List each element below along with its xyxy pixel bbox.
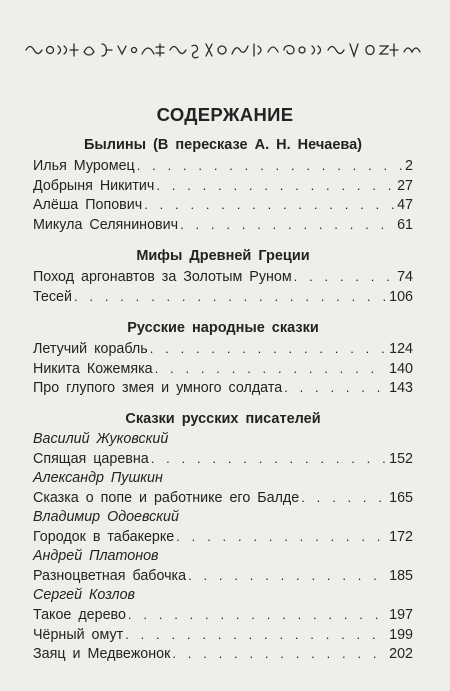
entry-page: 202 xyxy=(389,646,413,662)
toc-entry[interactable] xyxy=(33,215,413,235)
dot-leader xyxy=(301,488,387,508)
entry-page: 74 xyxy=(397,269,413,285)
toc-entry[interactable] xyxy=(33,378,413,398)
entry-page: 61 xyxy=(397,216,413,233)
dot-leader xyxy=(155,359,388,379)
entry-page: 2 xyxy=(405,158,413,174)
dot-leader xyxy=(74,287,387,307)
entry-title: Добрыня Никитич xyxy=(33,177,155,194)
dot-leader xyxy=(125,625,387,645)
toc-entry[interactable] xyxy=(33,339,413,359)
entry-title: Микула Селянинович xyxy=(33,216,179,233)
toc-entry[interactable] xyxy=(33,287,413,307)
toc-entry[interactable] xyxy=(33,449,413,469)
table-of-contents xyxy=(33,134,413,664)
toc-entry[interactable] xyxy=(33,644,413,664)
dot-leader xyxy=(180,215,395,235)
entry-page: 47 xyxy=(397,197,413,213)
entry-page: 124 xyxy=(389,341,413,357)
entry-page: 185 xyxy=(389,568,413,584)
author-name: Владимир Одоевский xyxy=(33,508,179,525)
author-name: Сергей Козлов xyxy=(33,586,136,603)
entry-title: Никита Кожемяка xyxy=(33,360,153,377)
dot-leader xyxy=(128,605,387,625)
toc-entry[interactable] xyxy=(33,605,413,625)
entry-page: 27 xyxy=(397,177,413,194)
section-title-authors-tales: Сказки русских писателей xyxy=(125,410,321,427)
dot-leader xyxy=(150,339,387,359)
dot-leader xyxy=(144,195,395,215)
dot-leader xyxy=(151,449,387,469)
toc-entry[interactable] xyxy=(33,625,413,645)
dot-leader xyxy=(284,378,387,398)
toc-entry[interactable] xyxy=(33,176,413,196)
entry-page: 197 xyxy=(389,607,413,623)
dot-leader xyxy=(294,267,395,287)
entry-title: Чёрный омут xyxy=(33,626,124,643)
toc-entry[interactable] xyxy=(33,195,413,215)
entry-page: 106 xyxy=(389,288,413,305)
entry-title: Разноцветная бабочка xyxy=(33,568,187,584)
author-name: Александр Пушкин xyxy=(33,469,163,486)
entry-page: 199 xyxy=(389,626,413,643)
entry-title: Заяц и Медвежонок xyxy=(33,646,171,662)
author-name: Василий Жуковский xyxy=(33,430,169,447)
toc-entry[interactable] xyxy=(33,566,413,586)
entry-page: 172 xyxy=(389,529,413,545)
dot-leader xyxy=(188,566,387,586)
dot-leader xyxy=(176,527,387,547)
section-title-folk-tales: Русские народные сказки xyxy=(127,320,319,336)
ornament-divider-icon xyxy=(22,38,430,62)
entry-title: Сказка о попе и работнике его Балде xyxy=(33,490,300,506)
page-title: СОДЕРЖАНИЕ xyxy=(156,104,294,125)
entry-page: 152 xyxy=(389,451,413,467)
section-title-byliny: Былины (В пересказе А. Н. Нечаева) xyxy=(83,137,363,153)
section-title-myths: Мифы Древней Греции xyxy=(136,248,310,264)
entry-title: Поход аргонавтов за Золотым Руном xyxy=(33,269,292,285)
toc-entry[interactable] xyxy=(33,359,413,379)
toc-entry[interactable] xyxy=(33,267,413,287)
entry-title: Летучий корабль xyxy=(33,341,148,357)
entry-title: Городок в табакерке xyxy=(33,529,175,545)
dot-leader xyxy=(156,176,395,196)
toc-entry[interactable] xyxy=(33,488,413,508)
dot-leader xyxy=(137,156,403,176)
entry-title: Алёша Попович xyxy=(33,197,143,213)
toc-entry[interactable] xyxy=(33,527,413,547)
entry-page: 143 xyxy=(389,380,413,396)
entry-title: Тесей xyxy=(33,288,72,305)
entry-title: Спящая царевна xyxy=(33,451,149,467)
entry-page: 140 xyxy=(389,360,413,377)
dot-leader xyxy=(172,644,387,664)
toc-entry[interactable] xyxy=(33,156,413,176)
entry-title: Про глупого змея и умного солдата xyxy=(33,380,283,396)
entry-title: Такое дерево xyxy=(33,607,126,623)
entry-title: Илья Муромец xyxy=(33,158,135,174)
entry-page: 165 xyxy=(389,490,413,506)
author-name: Андрей Платонов xyxy=(33,547,159,564)
